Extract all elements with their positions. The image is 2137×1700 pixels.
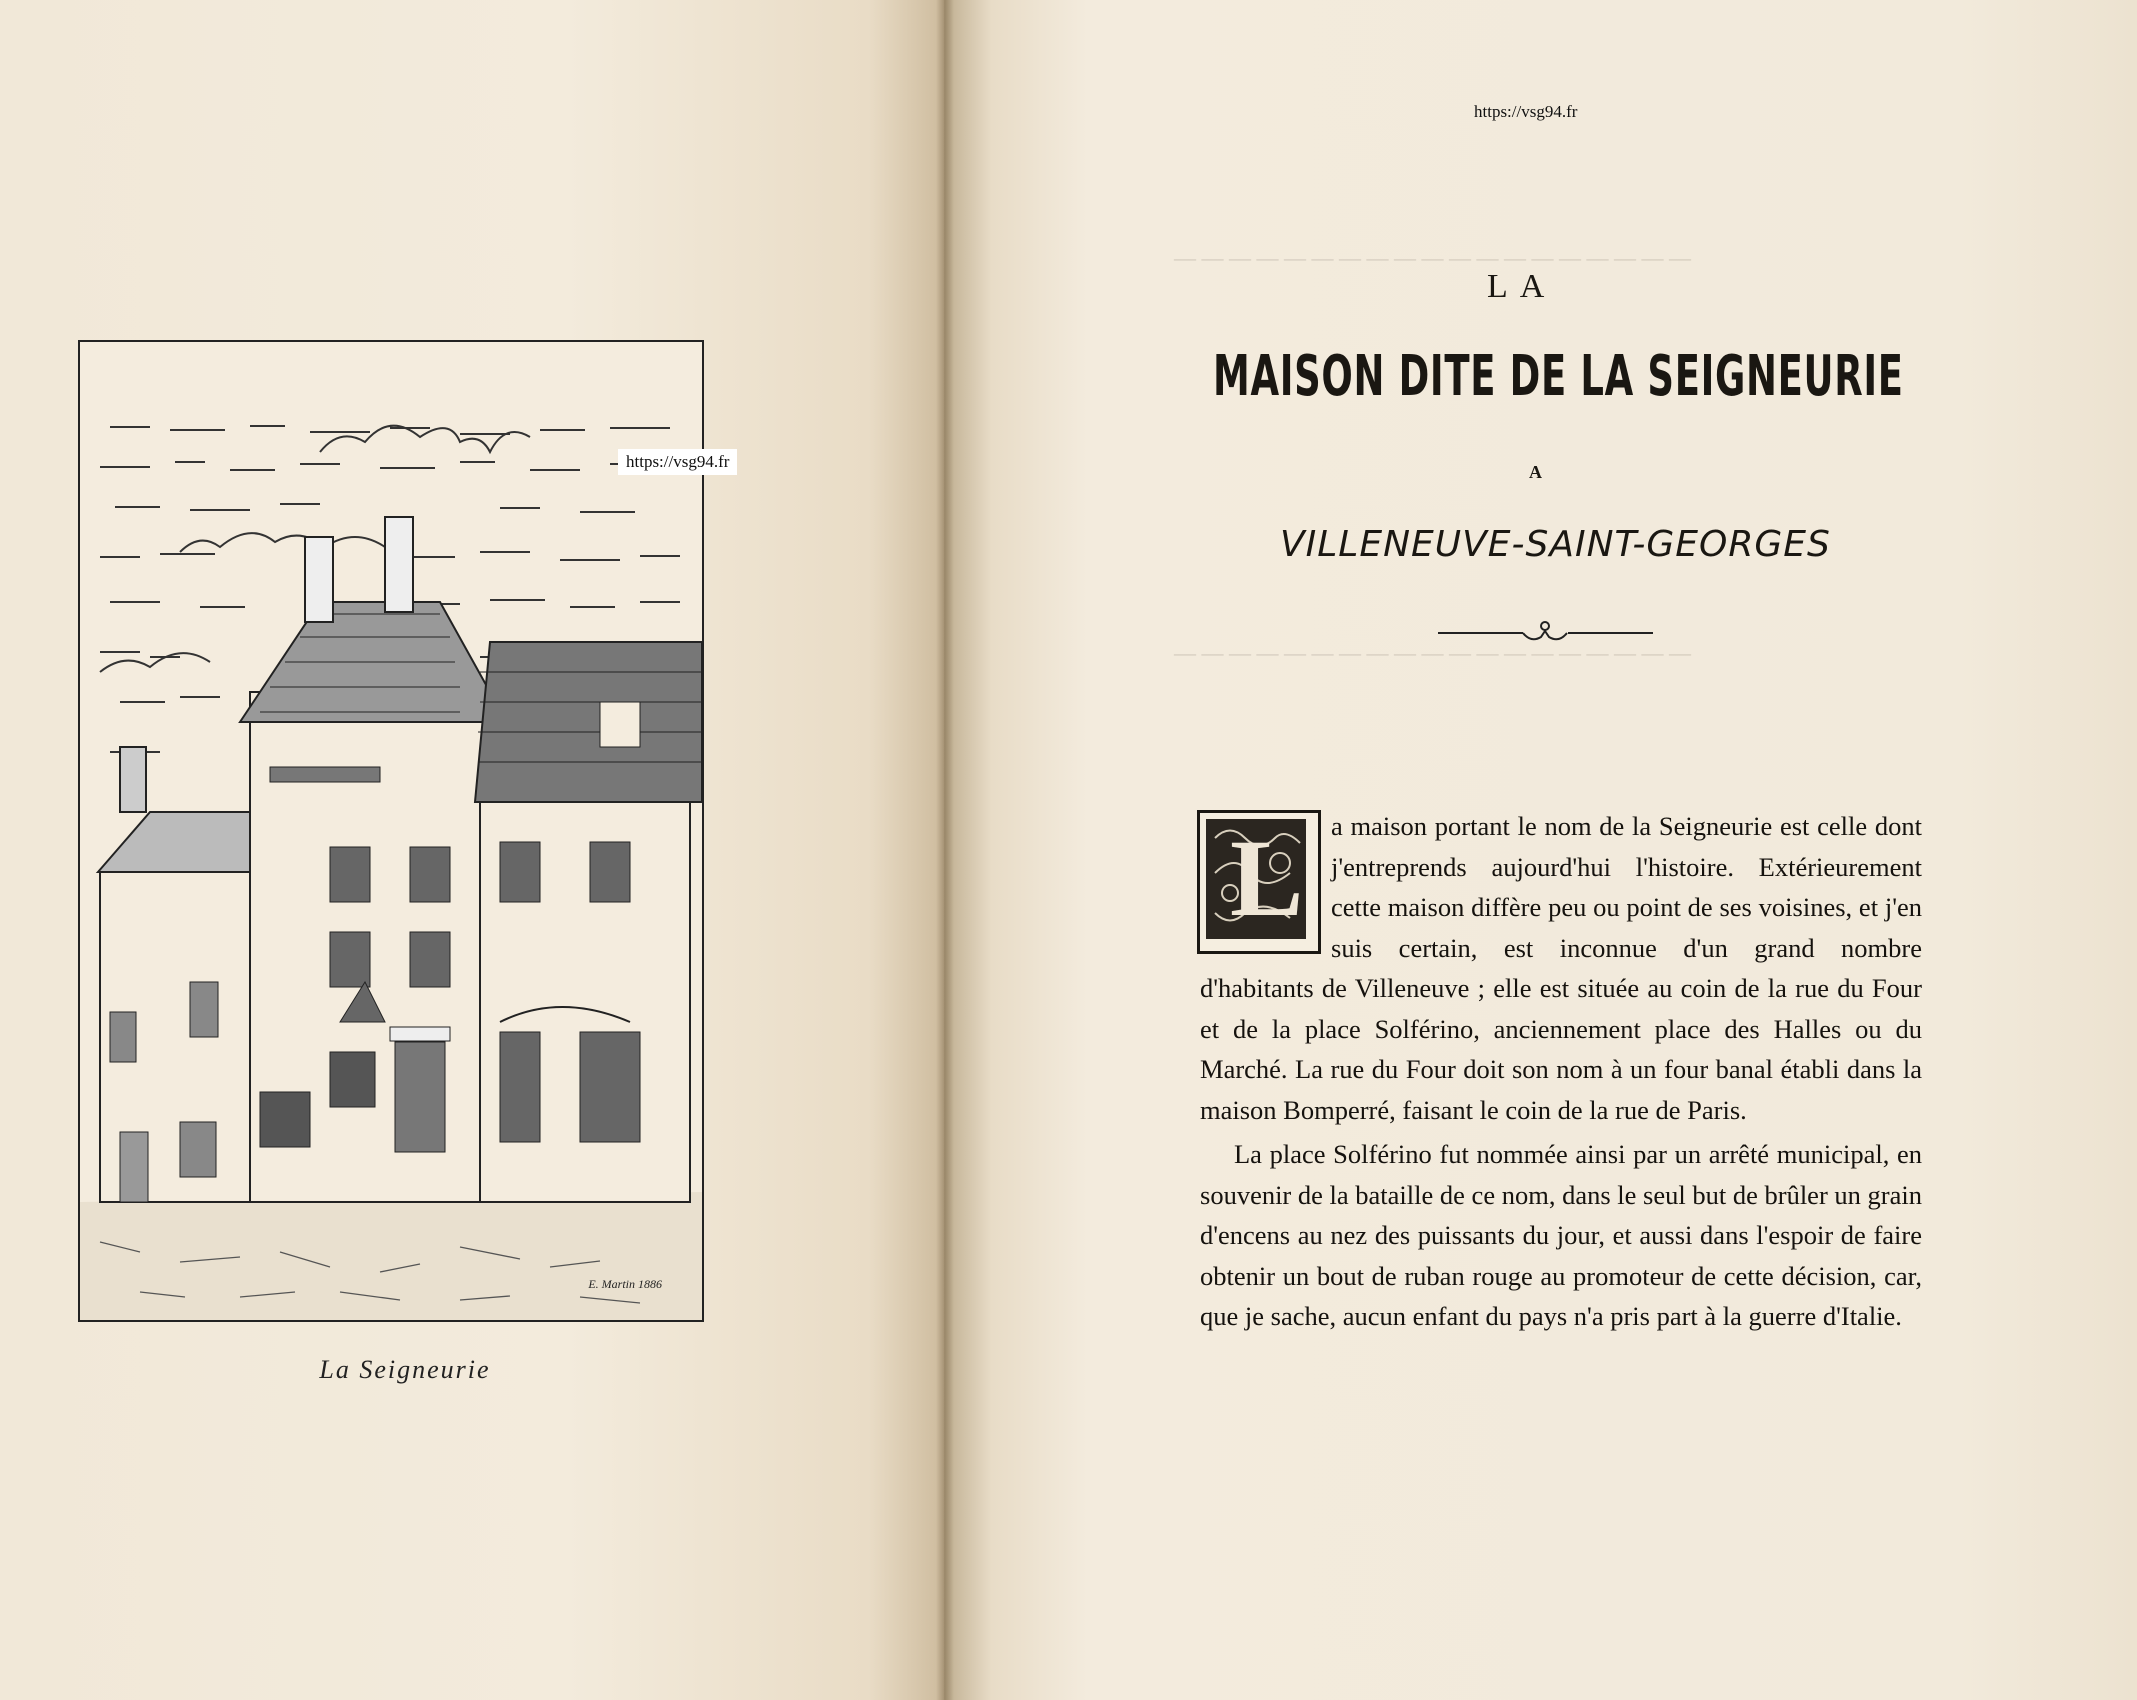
title-ornament [1438, 618, 1653, 648]
illustration-plate [78, 340, 704, 1322]
left-page [0, 0, 944, 1700]
paragraph-2: La place Solférino fut nommée ainsi par un arrêté municipal, en souvenir de la bataille de ce nom, dans le seul but de brûler un grain d'encens au nez des puissants du jour, et aussi dans l'espoir de faire obtenir un bout de ruban rouge au promoteur de cette décision, car, que je sache, aucun enfant du pays n'a pris part à la guerre d'Italie. [1200, 1139, 1922, 1331]
watermark-link-right[interactable]: https://vsg94.fr [1474, 102, 1578, 121]
title-place: VILLENEUVE-SAINT-GEORGES [1280, 524, 1831, 565]
illustration-signature: E. Martin 1886 [588, 1277, 662, 1291]
right-page: — — — — — — — — — — — — — — — — — — — — — — — — — — — — — — — — — — — — — — [944, 0, 2137, 1700]
paragraph-1: a maison portant le nom de la Seigneurie est celle dont j'entreprends aujourd'hui l'histoire. Extérieurement cette maison diffère peu ou point de ses voisines, et j'en suis certain, est inconnue d'un grand nombre d'habitants de Villeneuve ; elle est située au coin de la rue du Four et de la place Solférino, anciennement place des Halles ou du Marché. La rue du Four doit son nom à un four banal établi dans la maison Bomperré, faisant le coin de la rue de Paris. [1200, 811, 1922, 1125]
body-text [1200, 806, 1922, 1337]
watermark-link-left[interactable]: https://vsg94.fr [618, 449, 737, 475]
title-main: MAISON DITE DE LA SEIGNEURIE [1213, 344, 1904, 409]
book-gutter [936, 0, 954, 1700]
illustration-caption: La Seigneurie [319, 1355, 491, 1384]
house-drawing [80, 342, 702, 1320]
title-article: LA [1487, 268, 1557, 305]
title-preposition: A [1529, 462, 1542, 482]
dropcap-initial [1197, 810, 1321, 954]
dropcap-letter: L [1230, 817, 1304, 939]
